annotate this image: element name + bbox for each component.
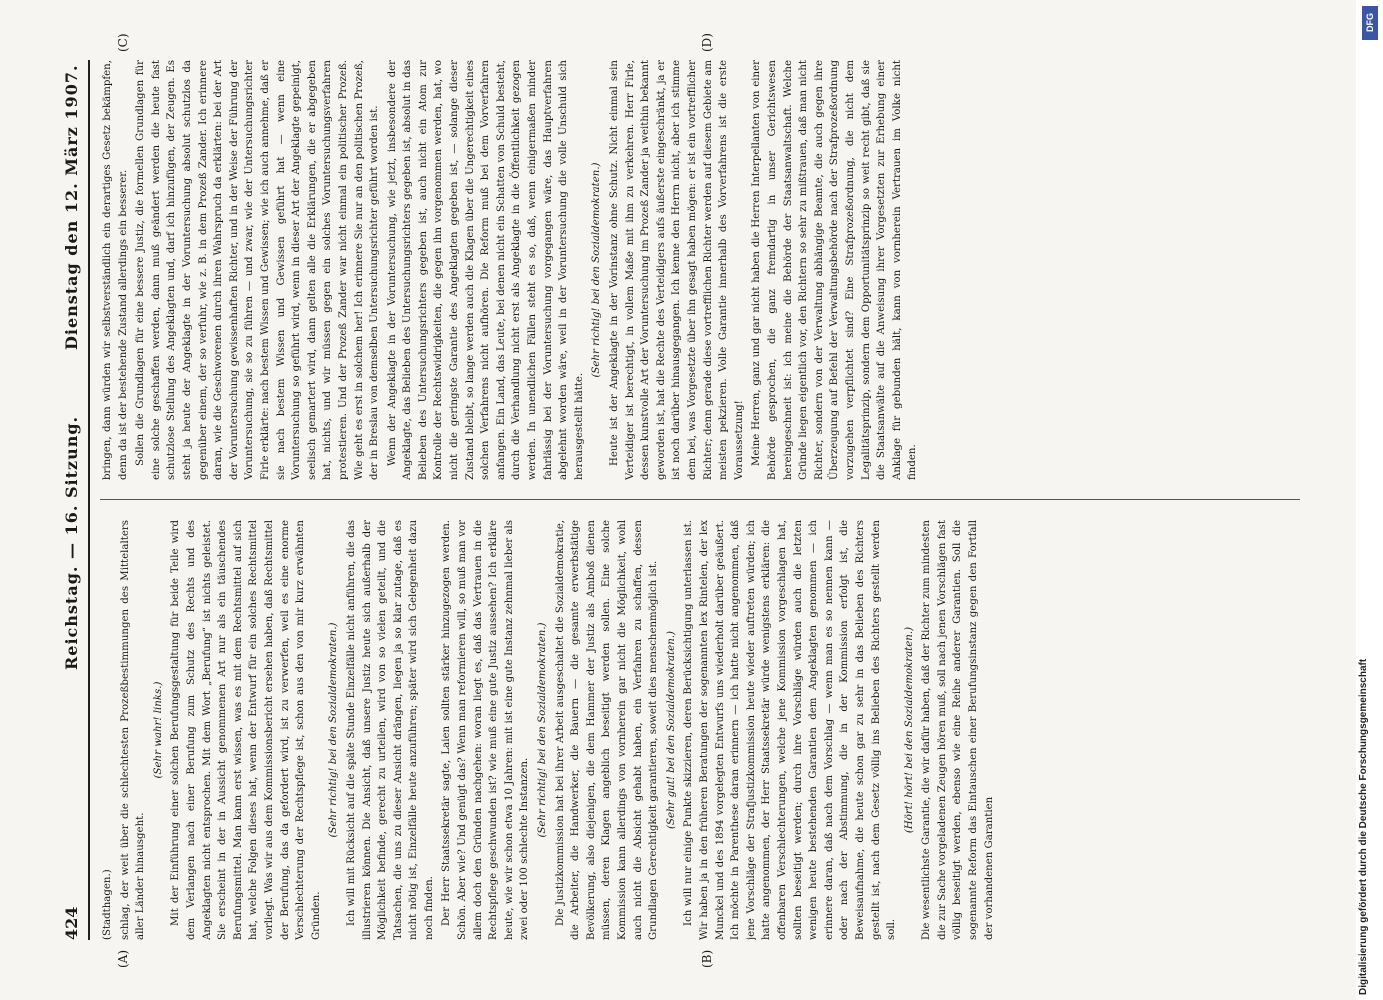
paragraph: Die Justizkommission hat bei ihrer Arbeit ausgeschaltet die Sozialdemokratie, die Arbeiter, die Handwerker, die Bauern — die gesamte erwerbstätige Bevölkerung, also diejenigen, die dem Hammer der Justiz als Amboß dienen müssen, deren Klagen angeblich beseitigt werden sollen. Eine solche Kommission kann allerdings von vornherein gar nicht die Möglichkeit, wohl auch nicht die Absicht gehabt haben, ein Verfahren zu schaffen, dessen Grundlagen Gerechtigkeit garantieren, soweit dies menschenmöglich ist.: [554, 520, 660, 940]
interjection: (Hört! hört! bei den Sozialdemokraten.): [903, 626, 915, 834]
paragraph: schlag, der weit über die schlechtesten Prozeßbestimmungen des Mittelalters aller Länder hinausgeht.: [119, 520, 147, 940]
paragraph: Wenn der Angeklagte in der Voruntersuchung, wie jetzt, insbesondere der Angeklagte, das Belieben des Untersuchungsrichters gegeben ist, absolut in das Belieben des Untersuchungsrichters gegeben ist, auch nicht ein Atom zur Kontrolle der Rechtswidrigkeiten, die gegen ihn vorgenommen werden, hat, wo nicht die geringste Garantie des Angeklagten gegeben ist, — solange dieser Zustand bleibt, so lange werden auch die Klagen über die Ungerechtigkeit eines solchen Verfahrens nicht aufhören. Die Reform muß bei dem Vorverfahren anfangen. Ein Land, das Leute, bei denen nicht ein Schatten von Schuld besteht, durch die Verhandlung nicht erst als Angeklagte in die Öffentlichkeit gezogen werden. In unendlichen Fällen steht es so, daß, wenn einigermaßen minder fahrlässig bei der Voruntersuchung vorgegangen wäre, das Hauptverfahren abgelehnt worden wäre, weil in der Voruntersuchung die volle Unschuld sich herausgestellt hätte.: [386, 60, 585, 480]
paragraph: Mit der Einführung einer solchen Berufungsgestaltung für beide Teile wird dem Verlangen nach einer Berufung zum Schutz des Rechts und des Angeklagten nicht entsprochen. Mit dem Wort „Berufung“ ist nichts geleistet. Sie erscheint in der in Aussicht genommenen Art nur als ein täuschendes Berufungsmittel. Man kann erst wissen, was es mit dem Rechtsmittel auf sich hat, welche Folgen dieses hat, wenn der Entwurf für ein solches Rechtsmittel vorliegt. Was wir aus dem Kommissionsbericht ersehen haben, daß Rechtsmittel der Berufung, das da gefordert wird, ist zu verwerfen, weil es eine enorme Verschlechterung der Rechtspflege ist, schon aus den von mir kurz erwähnten Gründen.: [170, 520, 322, 940]
session-date: Dienstag den 12. März 1907.: [62, 64, 81, 350]
interjection: (Sehr richtig! bei den Sozialdemokraten.): [591, 162, 603, 378]
left-column: [100, 520, 1310, 940]
margin-marker-b: (B): [700, 949, 714, 968]
paragraph: Meine Herren, ganz und gar nicht haben die Herren Interpellanten von einer Behörde gesprochen, die ganz fremdartig in unser Gerichtswesen hereingeschneit ist: ich meine die Behörde der Staatsanwaltschaft. Welche Gründe liegen eigentlich vor, den Richtern so sehr zu mißtrauen, daß man nicht Richter, sondern von der Verwaltung abhängige Beamte, die auch gegen ihre Überzeugung auf Befehl der Verwaltungsbehörde nach der Strafprozeßordnung vorzugehen verpflichtet sind? Eine Strafprozeßordnung, die nicht dem Legalitätsprinzip, sondern dem Opportunitätsprinzip so weit recht gibt, daß sie die Staatsanwälte auf die Anweisung ihrer Vorgesetzten zur Erhebung einer Anklage für gebunden hält, kann von vornherein Vertrauen im Volke nicht finden.: [751, 60, 919, 480]
paragraph: Sollen die Grundlagen für eine bessere Justiz, die formellen Grundlagen für eine solche geschaffen werden, dann muß geändert werden die heute fast schutzlose Stellung des Angeklagten und, darf ich hinzufügen, der Zeugen. Es steht ja heute der Angeklagte in der Voruntersuchung absolut schutzlos da gegenüber einem, der so verfuhr, wie z. B. in dem Prozeß Zander. Ich erinnere daran, wie die Geschworenen durch ihren Wahrspruch da erklärten: bei der Art der Voruntersuchung gewissenhaften Richter, und in der Weise der Führung der Voruntersuchung, sie so zu führen — und zwar, wie der Untersuchungsrichter Firle erklärte: nach bestem Wissen und Gewissen; wie ich auch annehme, daß er sie nach bestem Wissen und Gewissen geführt hat — wenn eine Voruntersuchung so geführt wird, wenn in dieser Art der Angeklagte gepeinigt, seelisch gemartert wird, dann gelten alle die Erklärungen, die er abgegeben hat, nichts, und wir müssen gegen ein solches Voruntersuchungsverfahren protestieren. Und der Prozeß Zander war nicht einmal ein politischer Prozeß. Wie geht es erst in solchem her! Ich erinnere Sie nur an den politischen Prozeß, der in Breslau von demselben Untersuchungsrichter geführt worden ist.: [135, 60, 381, 480]
session-title: Reichstag. — 16. Sitzung.: [62, 415, 81, 670]
paragraph: Ich will mit Rücksicht auf die späte Stunde Einzelfälle nicht anführen, die das illustrieren können. Die Ansicht, daß unsere Justiz heute sich außerhalb der Möglichkeit befinde, gerecht zu urteilen, wird von so vielen geteilt, und die Tatsachen, die uns zu dieser Ansicht drängen, liegen ja so klar zutage, daß es nicht nötig ist, Einzelfälle heute anzuführen; später wird sich Gelegenheit dazu noch finden.: [345, 520, 435, 940]
page-header: [58, 60, 88, 940]
page-number: 424: [62, 906, 81, 940]
interjection: (Sehr richtig! bei den Sozialdemokraten.): [328, 622, 340, 838]
paragraph: Der Herr Staatssekretär sagte, Laien sollten stärker hinzugezogen werden. Schön. Aber wie? Und genügt das? Wenn man reformieren will, so muß man vor allem doch den Gründen nachgehen: woran liegt es, daß das Vertrauen in die Rechtspflege geschwunden ist? wie muß eine gute Justiz aussehen? Ich erkläre heute, wie wir schon etwa 10 Jahren: mit ist eine gute Instanz zehnmal lieber als zwei oder 100 schlechte Instanzen.: [441, 520, 531, 940]
interjection: (Sehr wahr! links.): [152, 681, 164, 779]
paragraph: Heute ist der Angeklagte in der Vorinstanz ohne Schutz. Nicht einmal sein Verteidiger ist berechtigt, in vollem Maße mit ihm zu verkehren. Herr Firle, dessen kunstvolle Art der Voruntersuchung im Prozeß Zander ja weithin bekannt geworden ist, hat die Rechte des Verteidigers aufs äußerste eingeschränkt, ja er ist noch darüber hinausgegangen. Ich kenne den Herrn nicht, aber ich stimme dem bei, was Vorgesetzte über ihn gesagt haben mögen: er ist ein vortrefflicher Richter; denn gerade diese vortrefflichen Richter werden auf diesem Gebiete am meisten pekzieren. Volle Garantie innerhalb des Vorverfahrens ist die erste Voraussetzung!: [609, 60, 745, 480]
margin-marker-d: (D): [700, 33, 714, 52]
paragraph: (Stadthagen.): [102, 869, 113, 940]
paragraph: Die wesentlichste Garantie, die wir dafür haben, daß der Richter zum mindesten die zur Sache vorgeladenen Zeugen hören muß, soll nach jenen Vorschlägen fast völlig beseitigt werden, ebenso wie eine Reihe anderer Garantien. Soll die sogenannte Reform das Eintauschen einer Berufungsinstanz gegen den Fortfall der vorhandenen Garantien: [921, 520, 995, 940]
paragraph: Ich will nur einige Punkte skizzieren, deren Berücksichtigung unterlassen ist. Wir haben ja in den früheren Beratungen der sogenannten lex Rintelen, der lex Munckel und des 1894 vorgelegten Entwurfs uns wiederholt darüber geäußert. Ich möchte in Parenthese daran erinnern — ich hatte nicht angenommen, daß jene Vorschläge der Strafjustizkommission heute wieder auftreten würden; ich hatte angenommen, der Herr Staatssekretär würde wenigstens erklären: die offenbaren Verschlechterungen, welche jene Kommission vorgeschlagen hat, sollten beseitigt werden; durch ihre Vorschläge würden auch die letzten wenigen heute bestehenden Garantien dem Angeklagten genommen — ich erinnere daran, daß nach dem Vorschlag — wenn man es so nennen kann — oder nach der Abstimmung, die in der Kommission erfolgt ist, die Beweisaufnahme, die heute schon gar zu sehr in das Belieben des Richters gestellt ist, nach dem Gesetz völlig ins Belieben des Richters gestellt werden soll.: [683, 520, 898, 940]
dfg-logo: DFG: [1362, 6, 1378, 40]
right-column: [100, 60, 1310, 480]
paragraph: bringen, dann würden wir selbstverständlich ein derartiges Gesetz bekämpfen, denn da ist der bestehende Zustand allerdings ein besserer.: [102, 60, 129, 480]
margin-marker-a: (A): [116, 949, 130, 968]
interjection: (Sehr richtig! bei den Sozialdemokraten.): [537, 622, 549, 838]
digitization-note: Digitalisierung gefördert durch die Deutsche Forschungsgemeinschaft: [1358, 658, 1369, 995]
margin-marker-c: (C): [116, 33, 130, 52]
column-divider: [100, 499, 1300, 500]
header-rule: [88, 60, 90, 940]
interjection: (Sehr gut! bei den Sozialdemokraten.): [665, 631, 677, 829]
